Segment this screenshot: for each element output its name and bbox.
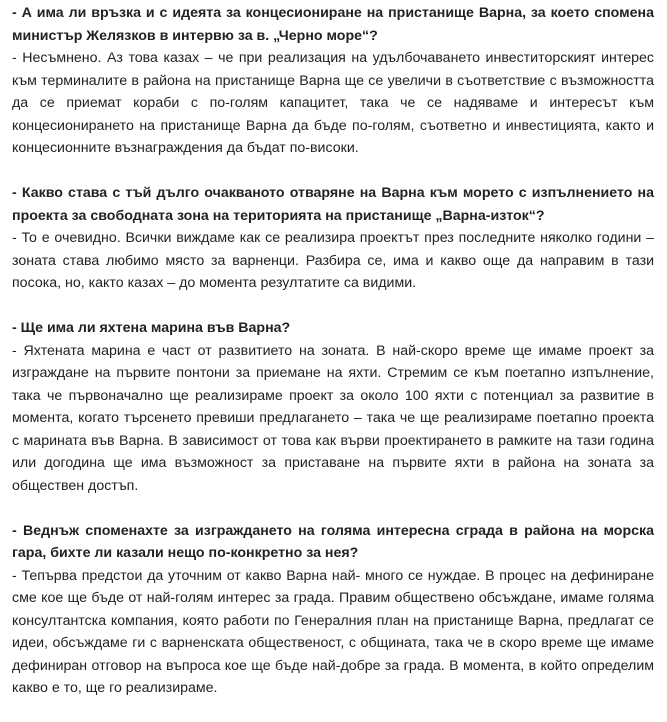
answer-text: - Несъмнено. Аз това казах – че при реализация на удълбочаването инвеститорският интерес към терминалите в района на пристанище Варна ще се увеличи в съответствие с възможността да се приемат кораби с по-голям капацитет, така че се надяваме и интересът към концесионирането на пристанище Варна да бъде по-голям, съответно и инвестицията, както и концесионните възнаграждения да бъдат по-високи. bbox=[12, 50, 654, 156]
qa-block-yacht-marina bbox=[12, 317, 654, 497]
answer-text: - Тепърва предстои да уточним от какво Варна най- много се нуждае. В процес на дефиниране сме кое ще бъде от най-голям интерес за града. Правим обществено обсъждане, имаме голяма консултантска компания, която работи по Генералния план на пристанище Варна, предлагат се идеи, обсъждаме ги с варненската общественост, с общината, така че в скоро време ще имаме дефиниран отговор на въпроса кое ще бъде най-добре за града. В момента, в който определим какво е то, ще го реализираме. bbox=[12, 567, 654, 696]
answer-text: - То е очевидно. Всички виждаме как се реализира проектът през последните няколко години – зоната става любимо място за варненци. Разбира се, има и какво още да направим в тази посока, но, както казах – до момента резултатите са видими. bbox=[12, 230, 654, 291]
question-text: - Какво става с тъй дълго очакваното отваряне на Варна към морето с изпълнението на проекта за свободната зона на територията на пристанище „Варна-изток“? bbox=[12, 185, 654, 224]
qa-block-free-zone bbox=[12, 182, 654, 295]
question-text: - Ще има ли яхтена марина във Варна? bbox=[12, 320, 291, 336]
qa-block-building bbox=[12, 520, 654, 700]
question-text: - А има ли връзка и с идеята за концесиониране на пристанище Варна, за което спомена министър Желязков в интервю за в. „Черно море“? bbox=[12, 5, 654, 44]
interview-article bbox=[12, 2, 654, 722]
question-text: - Веднъж споменахте за изграждането на голяма интересна сграда в района на морска гара, бихте ли казали нещо по-конкретно за нея? bbox=[12, 522, 654, 561]
qa-block-concession bbox=[12, 2, 654, 160]
answer-text: - Яхтената марина е част от развитието на зоната. В най-скоро време ще имаме проект за изграждане на първите понтони за приемане на яхти. Стремим се към поетапно изпълнение, така че първоначално ще реализираме проект за около 100 яхти с потенциал за развитие в момента, когато търсенето превиши предлагането – така че ще реализираме поетапно проекта с марината във Варна. В зависимост от това как върви проектирането в рамките на тази година или догодина ще има възможност за приставане на първите яхти в района на зоната за обществен достъп. bbox=[12, 342, 654, 494]
